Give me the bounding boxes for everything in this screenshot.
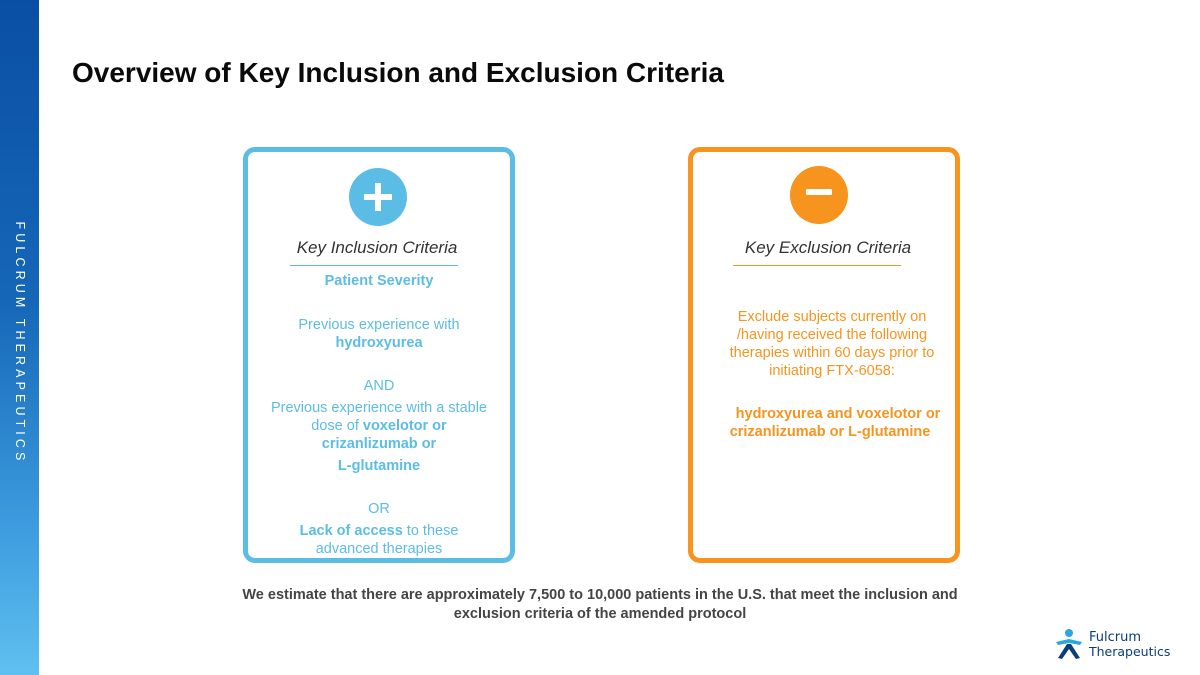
lglutamine-text: L-glutamine: [337, 458, 421, 474]
inclusion-card: [243, 147, 515, 563]
footer-line1: We estimate that there are approximately 7,500 to 10,000 patients in the U.S. that meet the inclusion and: [242, 587, 958, 603]
exclusion-divider: [733, 265, 901, 266]
company-logo: [1054, 628, 1174, 662]
hydroxyurea-text: hydroxyurea: [335, 335, 423, 351]
crizanlizumab-text: crizanlizumab or: [321, 436, 437, 452]
or-text: OR: [368, 501, 390, 517]
exclusion-line4: initiating FTX-6058:: [769, 363, 895, 379]
lack-access-bold: Lack of access: [299, 523, 403, 539]
exclusion-line2: /having received the following: [736, 327, 928, 343]
logo-line1: Fulcrum: [1089, 630, 1142, 645]
and-text: AND: [363, 378, 395, 394]
page-title: Overview of Key Inclusion and Exclusion Criteria: [72, 57, 724, 88]
inclusion-heading: Key Inclusion Criteria: [296, 238, 458, 257]
voxelotor-text: voxelotor or: [362, 418, 447, 434]
prev-exp-text: Previous experience with: [298, 317, 460, 333]
side-brand-label: FULCRUM THERAPEUTICS: [13, 221, 27, 465]
lack-access-rest: to these: [402, 523, 459, 539]
advanced-therapies-text: advanced therapies: [315, 541, 443, 557]
stable-dose-line2: [248, 417, 510, 435]
excluded-drugs-line1: hydroxyurea and voxelotor or: [735, 406, 941, 422]
fulcrum-logo-icon: [1054, 628, 1084, 660]
footer-note: [180, 586, 1020, 624]
patient-severity-label: Patient Severity: [324, 273, 434, 289]
stable-dose-line1: Previous experience with a stable: [270, 400, 487, 416]
side-band: [0, 0, 39, 675]
inclusion-divider: [290, 265, 458, 266]
exclusion-line1: Exclude subjects currently on: [737, 309, 927, 325]
excluded-drugs-line2: crizanlizumab or L-glutamine: [729, 424, 931, 440]
logo-line2: Therapeutics: [1089, 644, 1171, 659]
exclusion-card: [688, 147, 960, 563]
exclusion-line3: therapies within 60 days prior to: [729, 345, 935, 361]
footer-line2: exclusion criteria of the amended protocol: [453, 606, 747, 622]
exclusion-heading: Key Exclusion Criteria: [744, 238, 912, 257]
stable-dose-prefix: dose of: [311, 418, 363, 434]
minus-icon: [790, 166, 848, 224]
plus-icon: [349, 168, 407, 226]
lack-access-line: [248, 522, 510, 540]
